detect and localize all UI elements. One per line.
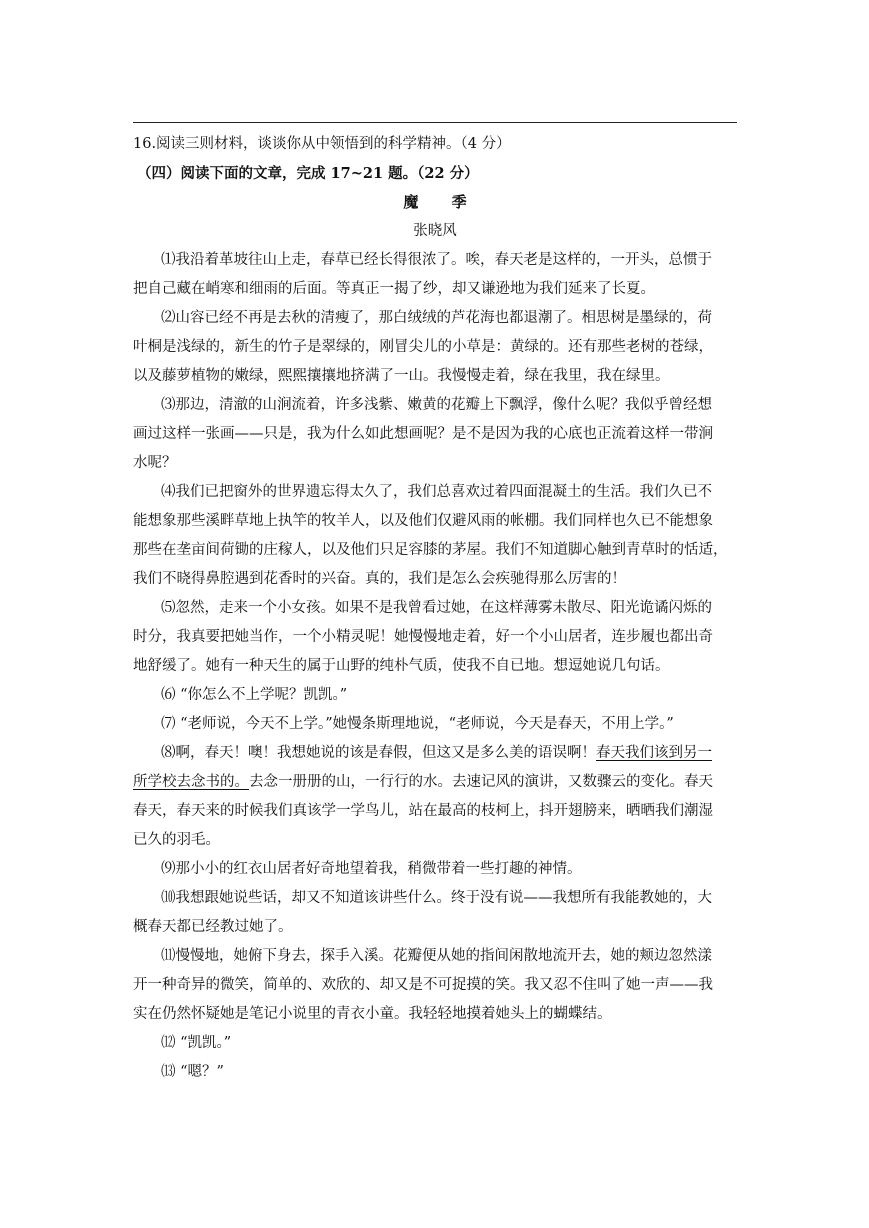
paragraph-line: 时分，我真要把她当作，一个小精灵呢！她慢慢地走着，好一个小山居者，连步履也都出奇 [133, 629, 713, 645]
paragraph-line: 我们不晓得鼻腔遇到花香时的兴奋。真的，我们是怎么会疾驰得那么厉害的！ [133, 571, 626, 587]
paragraph-13 [133, 1058, 737, 1087]
paragraph-line: 已久的羽毛。 [133, 832, 220, 848]
paragraph-line: 春天，春天来的时候我们真该学一学鸟儿，站在最高的枝柯上，抖开翅膀来，晒晒我们潮湿 [133, 803, 713, 819]
paragraph-line: ⑼那小小的红衣山居者好奇地望着我，稍微带着一些打趣的神情。 [161, 861, 582, 877]
paragraph-line: 能想象那些溪畔草地上执竿的牧羊人，以及他们仅避风雨的帐棚。我们同样也久已不能想象 [133, 513, 713, 529]
paragraph-line: 开一种奇异的微笑，简单的、欢欣的、却又是不可捉摸的笑。我又忍不住叫了她一声——我 [133, 977, 713, 993]
paragraph-5 [133, 594, 737, 681]
paragraph-line: 概春天都已经教过她了。 [133, 919, 293, 935]
paragraph-11 [133, 942, 737, 1029]
paragraph-10 [133, 884, 737, 942]
header-rule [133, 122, 737, 123]
paragraph-text: ⑻啊，春天！噢！我想她说的该是春假，但这又是多么美的语误啊！ [161, 745, 596, 761]
paragraph-line: 地舒缓了。她有一种天生的属于山野的纯朴气质，使我不自已地。想逗她说几句话。 [133, 658, 670, 674]
article-title: 魔 季 [403, 193, 481, 211]
paragraph-line: 把自己藏在峭寒和细雨的后面。等真正一揭了纱，却又谦逊地为我们延来了长夏。 [133, 281, 655, 297]
paragraph-line: ⑽我想跟她说些话，却又不知道该讲些什么。终于没有说——我想所有我能教她的，大 [161, 890, 712, 906]
paragraph-line: ⑺ “老师说，今天不上学。”她慢条斯理地说，“老师说，今天是春天，不用上学。” [161, 716, 674, 732]
paragraph-line: 叶桐是浅绿的，新生的竹子是翠绿的，刚冒尖儿的小草是：黄绿的。还有那些老树的苍绿， [133, 339, 713, 355]
paragraph-line: ⑴我沿着革坡往山上走，春草已经长得很浓了。唉，春天老是这样的，一开头，总惯于 [161, 252, 712, 268]
paragraph-line: ⑹ “你怎么不上学呢？凯凯。” [161, 687, 348, 703]
paragraph-6 [133, 681, 737, 710]
underlined-sentence: 春天我们该到另一 [596, 745, 712, 761]
paragraph-line: ⑷我们已把窗外的世界遗忘得太久了，我们总喜欢过着四面混凝土的生活。我们久已不 [161, 484, 712, 500]
section-heading: （四）阅读下面的文章，完成 17~21 题。（22 分） [137, 165, 479, 182]
paragraph-line: 那些在垄亩间荷锄的庄稼人，以及他们只足容膝的茅屋。我们不知道脚心触到青草时的恬适， [133, 542, 728, 558]
paragraph-line: 以及藤萝植物的嫩绿，熙熙攘攘地挤满了一山。我慢慢走着，绿在我里，我在绿里。 [133, 368, 670, 384]
paragraph-line: ⒀ “嗯？” [161, 1064, 224, 1080]
paragraph-line: 水呢？ [133, 455, 177, 471]
paragraph-4 [133, 478, 737, 594]
paragraph-2 [133, 304, 737, 391]
paragraph-line: ⑸忽然，走来一个小女孩。如果不是我曾看过她，在这样薄雾未散尽、阳光诡谲闪烁的 [161, 600, 712, 616]
paragraph-line [133, 768, 737, 797]
paragraph-line: 实在仍然怀疑她是笔记小说里的青衣小童。我轻轻地摸着她头上的蝴蝶结。 [133, 1006, 612, 1022]
paragraph-text: 去念一册册的山，一行行的水。去速记风的演讲，又数骤云的变化。春天 [249, 774, 713, 790]
paragraph-line: ⑶那边，清澈的山涧流着，许多浅紫、嫩黄的花瓣上下飘浮，像什么呢？我似乎曾经想 [161, 397, 712, 413]
paragraph-12 [133, 1029, 737, 1058]
paragraph-line: ⑾慢慢地，她俯下身去，探手入溪。花瓣便从她的指间闲散地流开去，她的颊边忽然漾 [161, 948, 712, 964]
question-16: 16.阅读三则材料，谈谈你从中领悟到的科学精神。（4 分） [133, 136, 511, 152]
paragraph-1 [133, 246, 737, 304]
paragraph-7 [133, 710, 737, 739]
article-author: 张晓风 [413, 223, 457, 239]
underlined-sentence: 所学校去念书的。 [133, 774, 249, 790]
paragraph-line: ⑵山容已经不再是去秋的清瘦了，那白绒绒的芦花海也都退潮了。相思树是墨绿的，荷 [161, 310, 712, 326]
document-page [133, 130, 737, 1087]
paragraph-line: ⑿ “凯凯。” [161, 1035, 232, 1051]
paragraph-line [133, 739, 737, 768]
paragraph-line: 画过这样一张画——只是，我为什么如此想画呢？是不是因为我的心底也正流着这样一带涧 [133, 426, 713, 442]
paragraph-3 [133, 391, 737, 478]
paragraph-9 [133, 855, 737, 884]
paragraph-8 [133, 739, 737, 855]
